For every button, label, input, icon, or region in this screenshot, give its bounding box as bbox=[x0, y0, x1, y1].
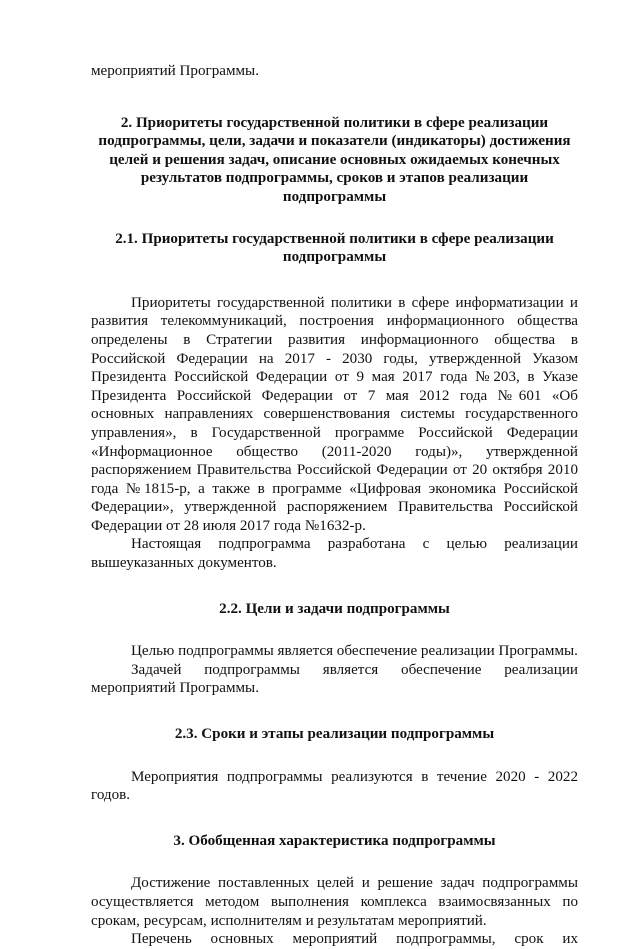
document-page bbox=[91, 62, 578, 949]
section-2-2-paragraph-task: Задачей подпрограммы является обеспечение реализации мероприятий Программы. bbox=[91, 661, 578, 697]
continuation-line: мероприятий Программы. bbox=[91, 63, 259, 79]
section-3-paragraph-achievement: Достижение поставленных целей и решение задач подпрограммы осуществляется методом выполнения комплекса взаимосвязанных по срокам, ресурсам, исполнителям и результатам мероприятий. bbox=[91, 875, 578, 929]
section-2-2-heading: 2.2. Цели и задачи подпрограммы bbox=[219, 600, 450, 617]
section-2-1-heading: 2.1. Приоритеты государственной политики в сфере реализации подпрограммы bbox=[115, 230, 554, 266]
section-2-1-paragraph-purpose: Настоящая подпрограмма разработана с целью реализации вышеуказанных документов. bbox=[91, 536, 578, 572]
section-3-paragraph-list-fragment: Перечень основных мероприятий подпрограммы, срок их bbox=[131, 931, 578, 948]
section-3-heading: 3. Обобщенная характеристика подпрограммы bbox=[173, 832, 496, 849]
section-2-3-heading: 2.3. Сроки и этапы реализации подпрограммы bbox=[174, 726, 495, 743]
section-2-1-paragraph-priorities: Приоритеты государственной политики в сфере информатизации и развития телекоммуникаций, построения информационного общества определены в Стратегии развития информационного общества в Российской Федерации на 2017 - 2030 годы, утвержденной Указом Президента Российской Федерации от 9 мая 2017 года №203, в Указе Президента Российской Федерации от 7 мая 2012 года №601 «Об основных направлениях совершенствования системы государственного управления», в Государственной программе Российской Федерации «Информационное общество (2011-2020 годы)», утвержденной распоряжением Правительства Российской Федерации от 20 октября 2010 года №1815-р, а также в программе «Цифровая экономика Российской Федерации», утвержденной распоряжением Правительства Российской Федерации от 28 июля 2017 года №1632-р. bbox=[91, 294, 578, 534]
section-2-2-paragraph-goal: Целью подпрограммы является обеспечение реализации Программы. bbox=[131, 643, 578, 660]
section-2-3-paragraph-terms: Мероприятия подпрограммы реализуются в течение 2020 - 2022 годов. bbox=[91, 768, 578, 804]
section-2-heading: 2. Приоритеты государственной политики в сфере реализации подпрограммы, цели, задачи и показатели (индикаторы) достижения целей и решения задач, описание основных ожидаемых конечных результатов подпрограммы, сроков и этапов реализации подпрограммы bbox=[98, 114, 571, 205]
